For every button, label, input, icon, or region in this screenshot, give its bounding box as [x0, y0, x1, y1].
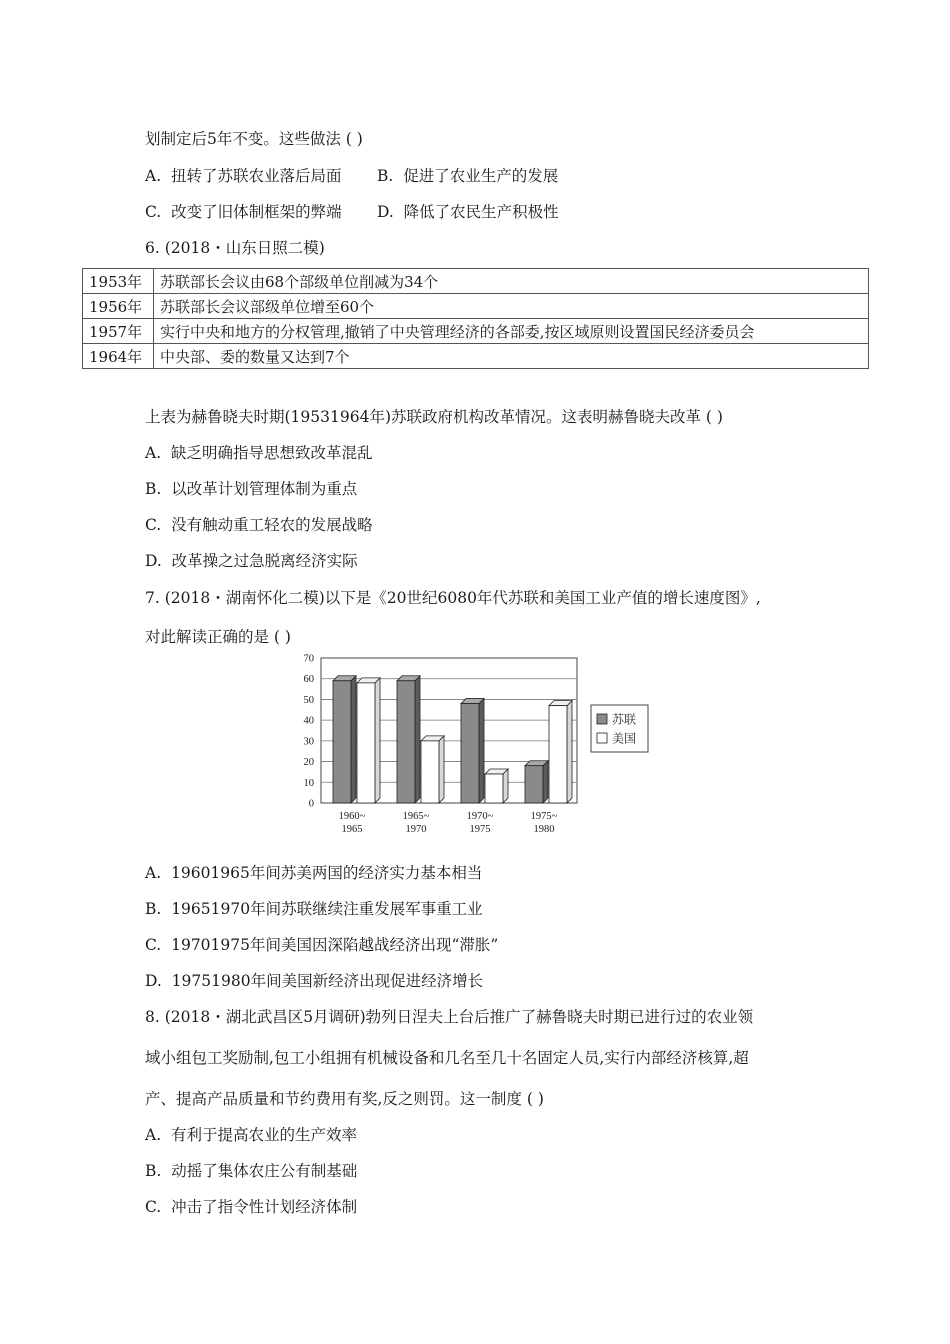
bar-usa	[421, 736, 444, 803]
x-tick-label: 1970~	[466, 811, 494, 822]
table-event: 中央部、委的数量又达到7个	[154, 344, 869, 369]
q5-options-row-1	[145, 164, 559, 186]
bar-ussr	[333, 676, 356, 803]
bar-front	[461, 704, 479, 803]
y-tick-label: 0	[308, 798, 314, 810]
q5-option-d[interactable]: D. 降低了农民生产积极性	[377, 203, 559, 221]
q6-option-d[interactable]: D. 改革操之过急脱离经济实际	[145, 552, 358, 570]
table-row	[83, 269, 869, 294]
bar-front	[525, 766, 543, 803]
legend-label: 苏联	[612, 712, 637, 727]
bar-front	[421, 741, 439, 803]
x-axis-labels	[339, 811, 558, 835]
table-year: 1953年	[83, 269, 154, 294]
bar-front	[485, 774, 503, 803]
x-tick-label: 1965	[341, 824, 363, 835]
x-tick-label: 1975	[469, 824, 491, 835]
x-tick-label: 1975~	[530, 811, 558, 822]
q5-option-b[interactable]: B. 促进了农业生产的发展	[377, 167, 559, 185]
q5-options-row-2	[145, 200, 559, 222]
q8-option-b[interactable]: B. 动摇了集体农庄公有制基础	[145, 1162, 358, 1180]
bar-front	[333, 681, 351, 803]
q6-table	[82, 268, 869, 369]
table-event: 苏联部长会议部级单位增至60个	[154, 294, 869, 319]
q5-stem: 划制定后5年不变。这些做法 ( )	[145, 130, 363, 148]
bar-usa	[485, 769, 508, 803]
bar-front	[397, 681, 415, 803]
legend-swatch	[597, 733, 607, 743]
bar-side	[351, 676, 356, 803]
q8-stem-line-3: 产、提高产品质量和节约费用有奖,反之则罚。这一制度 ( )	[145, 1090, 544, 1108]
table-row	[83, 319, 869, 344]
q7-stem-line-2: 对此解读正确的是 ( )	[145, 628, 291, 646]
y-tick-label: 20	[303, 757, 314, 769]
y-tick-label: 40	[303, 715, 314, 727]
q7-stem-line-1: 7. (2018・湖南怀化二模)以下是《20世纪6080年代苏联和美国工业产值的增长速度图》,	[145, 589, 761, 607]
q6-option-b[interactable]: B. 以改革计划管理体制为重点	[145, 480, 358, 498]
q5-option-a[interactable]: A. 扭转了苏联农业落后局面	[145, 167, 342, 185]
q7-option-b[interactable]: B. 19651970年间苏联继续注重发展军事重工业	[145, 900, 483, 918]
growth-bar-chart	[280, 653, 660, 839]
x-tick-label: 1970	[405, 824, 427, 835]
q6-header: 6. (2018・山东日照二模)	[145, 239, 325, 257]
table-row	[83, 344, 869, 369]
bar-side	[567, 701, 572, 803]
bar-ussr	[397, 676, 420, 803]
chart-bars	[333, 676, 572, 803]
legend-label: 美国	[612, 731, 637, 746]
q7-option-c[interactable]: C. 19701975年间美国因深陷越战经济出现“滞胀”	[145, 936, 499, 954]
q6-option-a[interactable]: A. 缺乏明确指导思想致改革混乱	[145, 444, 373, 462]
y-tick-label: 70	[303, 653, 314, 665]
table-year: 1957年	[83, 319, 154, 344]
y-tick-label: 50	[303, 694, 314, 706]
x-tick-label: 1960~	[338, 811, 366, 822]
bar-front	[357, 683, 375, 803]
bar-ussr	[525, 761, 548, 803]
y-tick-label: 10	[303, 777, 314, 789]
q7-option-a[interactable]: A. 19601965年间苏美两国的经济实力基本相当	[145, 864, 483, 882]
q8-stem-line-2: 域小组包工奖励制,包工小组拥有机械设备和几名至几十名固定人员,实行内部经济核算,超	[145, 1049, 749, 1067]
y-tick-label: 30	[303, 736, 314, 748]
table-event: 实行中央和地方的分权管理,撤销了中央管理经济的各部委,按区域原则设置国民经济委员会	[154, 319, 869, 344]
y-tick-label: 60	[303, 674, 314, 686]
chart-legend	[591, 705, 648, 752]
x-tick-label: 1965~	[402, 811, 430, 822]
table-year: 1964年	[83, 344, 154, 369]
bar-side	[375, 678, 380, 803]
q8-option-a[interactable]: A. 有利于提高农业的生产效率	[145, 1126, 357, 1144]
bar-side	[543, 761, 548, 803]
bar-ussr	[461, 699, 484, 803]
x-tick-label: 1980	[533, 824, 555, 835]
q7-option-d[interactable]: D. 19751980年间美国新经济出现促进经济增长	[145, 972, 484, 990]
q6-stem: 上表为赫鲁晓夫时期(19531964年)苏联政府机构改革情况。这表明赫鲁晓夫改革 ( )	[145, 408, 723, 426]
bar-side	[503, 769, 508, 803]
bar-side	[479, 699, 484, 803]
y-axis-ticks	[304, 654, 315, 810]
legend-swatch	[597, 714, 607, 724]
table-event: 苏联部长会议由68个部级单位削减为34个	[154, 269, 869, 294]
bar-side	[415, 676, 420, 803]
bar-usa	[549, 701, 572, 803]
q5-option-c[interactable]: C. 改变了旧体制框架的弊端	[145, 203, 342, 221]
bar-front	[549, 706, 567, 803]
q6-option-c[interactable]: C. 没有触动重工轻农的发展战略	[145, 516, 373, 534]
table-row	[83, 294, 869, 319]
q8-stem-line-1: 8. (2018・湖北武昌区5月调研)勃列日涅夫上台后推广了赫鲁晓夫时期已进行过的农业领	[145, 1008, 754, 1026]
bar-usa	[357, 678, 380, 803]
bar-side	[439, 736, 444, 803]
table-year: 1956年	[83, 294, 154, 319]
q8-option-c[interactable]: C. 冲击了指令性计划经济体制	[145, 1198, 358, 1216]
